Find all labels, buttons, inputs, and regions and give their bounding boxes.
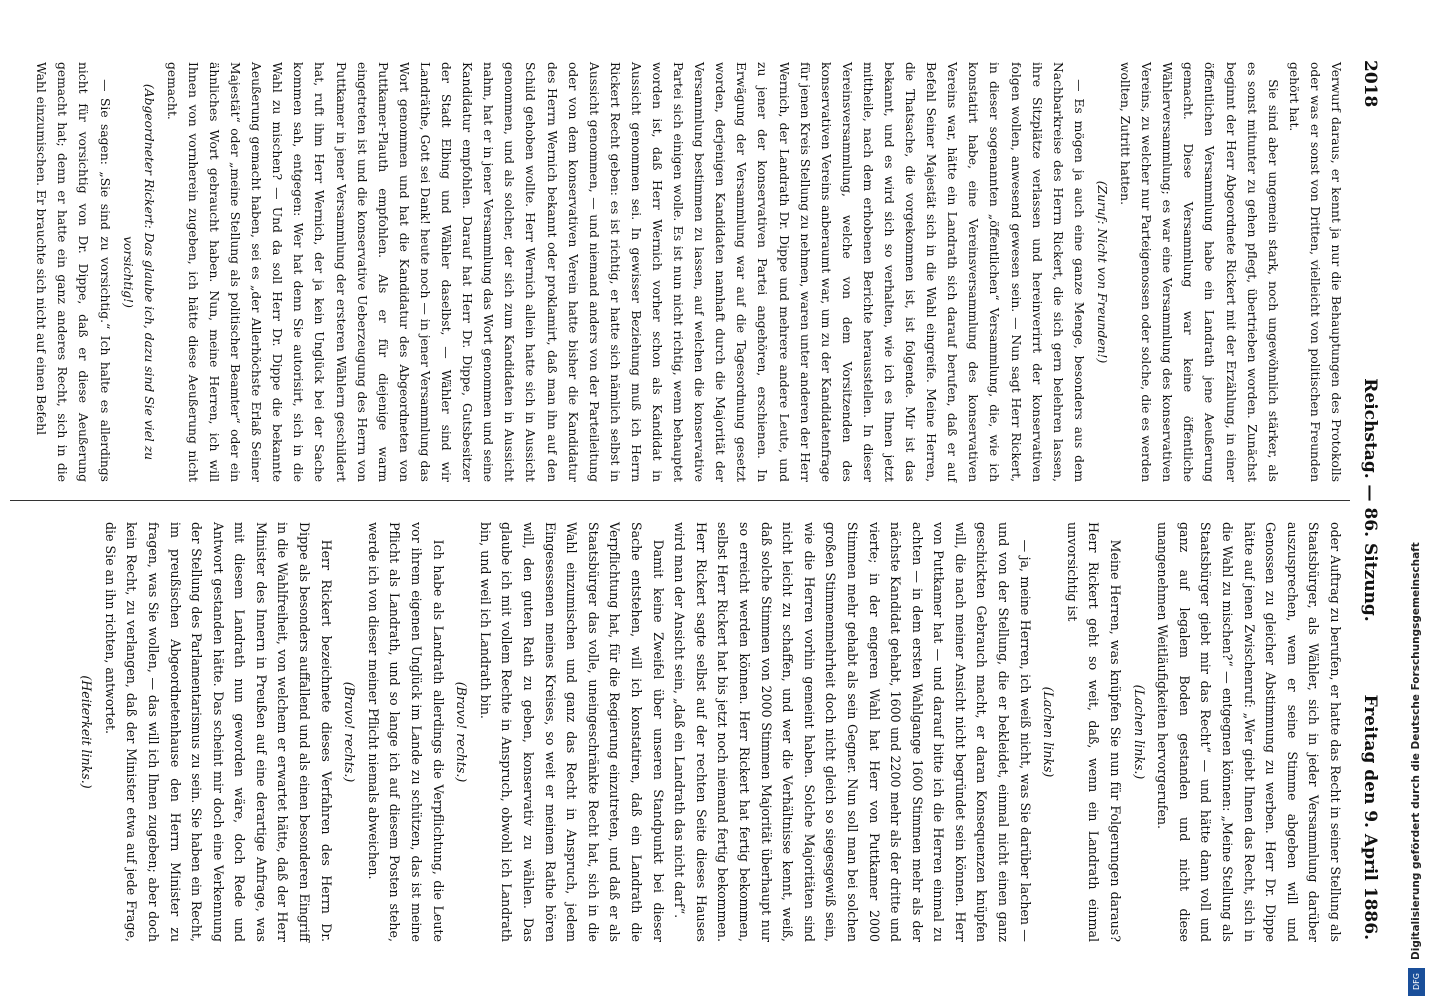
page-header [1352,60,1388,940]
paragraph: — Sie sagen: „Sie sind zu vorsichtig.“ Ich halte es allerdings nicht für vorsichtig von Dr. Dippe, daß er diese Aeußerung gemacht hat; denn er hatte ein ganz anderes Recht, sich in die Wahl einzumischen. Er brauchte sich nicht auf einen Befehl [34,62,112,482]
paragraph: Verwurf daraus, er kennt ja nur die Behauptungen des Protokolls oder was er sonst von Dritten, vielleicht von politischen Freunden gehört hat. [1286,62,1343,482]
paragraph: — ja, meine Herren, ich weiß nicht, was Sie darüber lachen — und von der Stellung, die er bekleidet, einmal nicht einen ganz geschickten Gebrauch macht, er daran Konsequenzen knüpfen will, die nach meiner Ansicht nicht begründet sein können. Herr von Puttkamer hat — und darauf bitte ich die Herren einmal zu achten — in dem ersten Wahlgange 1600 Stimmen mehr als der nächste Kandidat gehabt, 1600 und 2200 mehr als der dritte und vierte; in der engeren Wahl hat Herr von Puttkamer 2000 Stimmen mehr gehabt als sein Gegner. Nun soll man bei solchen großen Stimmenmehrheit doch nicht gleich so siegesgewiß sein, wie die Herren vorhin gemeint haben. Solche Majoritäten sind nicht leicht zu schaffen, und wer die Verhältnisse kennt, weiß, daß solche Stimmen von 2000 Stimmen Majorität überhaupt nur so erreicht werden können. Herr Rickert hat fertig bekommen, selbst Herr Rickert hat bis jetzt noch niemand fertig bekommen. Herr Rickert sagte selbst auf der rechten Seite dieses Hauses wird man der Ansicht sein, „daß ein Landrath das nicht darf“. [672,522,1033,942]
interjection: (Bravo! rechts.) [454,681,470,783]
dfg-logo: DFG [1408,968,1425,996]
page-number: 2018 [1360,60,1380,108]
paragraph: oder Auftrag zu berufen, er hatte das Recht in seiner Stellung als Staatsbürger, als Wähler, sich in jeder Versammlung darüber auszusprechen, wem er seine Stimme abgeben will und Genossen zu gleicher Abstimmung zu werben. Herr Dr. Dippe hätte auf jenen Zwischenruf: „Wer giebt Ihnen das Recht, sich in die Wahl zu mischen?“ — entgegnen können: „Meine Stellung als Staatsbürger giebt mir das Recht“ — und hätte dann voll und ganz auf legalem Boden gestanden und nicht diese unangenehmen Weitläufigkeiten hervorgerufen. [1155,522,1343,942]
paragraph: Damit keine Zweifel über unseren Standpunkt bei dieser Sache entstehen, will ich konstatiren, daß ein Landrath die Verpflichtung hat, für die Regierung einzutreten, und daß er als Staatsbürger das volle, uneingeschränkte Recht hat, sich in die Wahl einzumischen und ganz das Recht in Anspruch, jedem Eingesessenen meines Kreises, so weit er meinem Rathe hören will, den guten Rath zu geben, konservativ zu wählen. Das glaube ich mit vollem Rechte in Anspruch, obwohl ich Landrath bin, und weil ich Landrath bin. [477,522,666,942]
column-divider [10,500,1350,501]
interjection: (Heiterkeit links.) [79,675,95,789]
interjection: (Lachen links.) [1131,684,1147,780]
paragraph: Ich habe als Landrath allerdings die Verpflichtung, die Leute vor ihrem eigenen Unglück im Lande zu schützen, das ist meine Pflicht als Landrath, und so lange ich auf diesem Posten stehe, werde ich von dieser meiner Pflicht niemals abweichen. [365,522,446,942]
header-title: Reichstag. — 86. Sitzung. [1360,378,1380,622]
paragraph: Meine Herren, was knüpfen Sie nun für Folgerungen daraus? Herr Rickert geht so weit, daß, wenn ein Landrath einmal unvorsichtig ist [1064,522,1124,942]
digitization-stamp [1402,0,1430,1000]
right-column [74,522,1346,942]
interjection: (Lachen links) [1041,686,1057,778]
left-column [30,62,1346,482]
paragraph: — Es mögen ja auch eine ganze Menge, besonders aus dem Nachbarkreise des Herrn Rickert, die sich gern belehren lassen, ihre Sitzplätze verlassen und hereinverirrt der konservativen folgen wollen, anwesend gewesen sein. — Nun sagt Herr Rickert, in dieser sogenannten „öffentlichen“ Versammlung, die, wie ich konstatirt habe, eine Vereinsversammlung des konservativen Vereins war, hätte ein Landrath sich darauf berufen, daß er auf Befehl Seiner Majestät sich in die Wahl eingreife. Meine Herren, die Thatsache, die vorgekommen ist, ist folgende. Mir ist das bekannt, und es wird sich so verhalten, wie ich es Ihnen jetzt mittheile, nach dem erhobenen Berichte herausstellen. In dieser Vereinsversammlung, welche von dem Vorsitzenden des konservativen Vereins anberaumt war, um zu der Kandidatenfrage für jenen Kreis Stellung zu nehmen, waren unter anderen der Herr Wernich, der Landrath Dr. Dippe und mehrere andere Leute, und zu jener der konservativen Partei angehören, erschienen. In Erwägung der Versammlung war auf die Tagesordnung gesetzt worden, derjenigen Kandidaten namhaft durch die Majorität der Versammlung bestimmen zu lassen, auf welchen die konservative Partei sich einigen wolle. Es ist nun nicht richtig, wenn behauptet worden ist, daß Herr Wernich vorher schon als Kandidat in Aussicht genommen sei. In gewisser Beziehung muß ich Herrn Rickert Recht geben: es ist richtig, er hatte sich nämlich selbst in Aussicht genommen, — und niemand anders von der Parteileitung oder von dem konservativen Verein hatte bisher die Kandidatur des Herrn Wernich bekannt oder proklamirt, daß man ihn auf den Schild gehoben wollte. Herr Wernich allein hatte sich in Aussicht genommen, und als solcher, der sich zum Kandidaten in Aussicht nahm, hat er in jener Versammlung das Wort genommen und seine Kandidatur empfohlen. Darauf hat Herr Dr. Dippe, Gutsbesitzer der Stadt Elbing und Wähler daselbst, — Wähler sind wir Landräthe, Gott sei Dank! heute noch — in jener Versammlung das Wort genommen und hat die Kandidatur des Abgeordneten von Puttkamer-Plauth empfohlen. Als er für diejenige warm eingetreten ist und die konservative Ueberzeugung des Herrn von Puttkamer in jener Versammlung der ersteren Wählern geschildert hat, ruft ihm Herr Wernich, der ja kein Unglück bei der Sache kommen sah, entgegen: Wer hat denn Sie autorisirt, sich in die Wahl zu mischen? — Und da soll Herr Dr. Dippe die bekannte Aeußerung gemacht haben, sei es „der Allerhöchste Erlaß Seiner Majestät“ oder „meine Stellung als politischer Beamter“ oder ein ähnliches Wort gebraucht haben. Nun, meine Herren, ich will Ihnen von vornherein zugeben, ich hätte diese Aeußerung nicht gemacht. [164,62,1086,482]
interjection: (Zuruf: Nicht von Freunden!) [1094,180,1109,364]
interjection: (Bravo! rechts.) [342,681,358,783]
paragraph: Herr Rickert bezeichnete dieses Verfahren des Herrn Dr. Dippe als besonders auffallend und als einen besonderen Eingriff in die Wahlfreiheit, von welchem er erwartet hätte, daß der Herr Minister des Innern in Preußen auf eine derartige Anfrage, was mit diesem Landrath nun geworden wäre, doch Rede und Antwort gestanden hätte. Das scheint mir doch eine Verkennung der Stellung des Parlamentarismus zu sein. Sie haben ein Recht, im preußischen Abgeordnetenhause den Herrn Minister zu fragen, was Sie wollen, — das will ich Ihnen zugeben; aber doch kein Recht, zu verlangen, daß der Minister etwa auf jede Frage, die Sie an ihn richten, antwortet. [102,522,334,942]
interjection: (Abgeordneter Rickert: Das glaube ich, dazu sind Sie viel zu vorsichtig!) [120,83,156,461]
header-date: Freitag den 9. April 1886. [1360,694,1380,940]
digitization-credit: Digitalisierung gefördert durch die Deutsche Forschungsgemeinschaft [1410,542,1422,960]
paragraph: Sie sind aber ungemein stark, noch ungewöhnlich stärker, als es sonst mitunter zu gehen pflegt, übertrieben worden. Zunächst beginnt der Herr Abgeordnete Rickert mit der Erzählung, in einer öffentlichen Versammlung habe ein Landrath jene Aeußerung gemacht. Diese Versammlung war keine öffentliche Wählerversammlung; es war eine Versammlung des konservativen Vereins, zu welcher nur Parteigenossen oder solche, die es werden wollten, Zutritt hatten. [1118,62,1280,482]
